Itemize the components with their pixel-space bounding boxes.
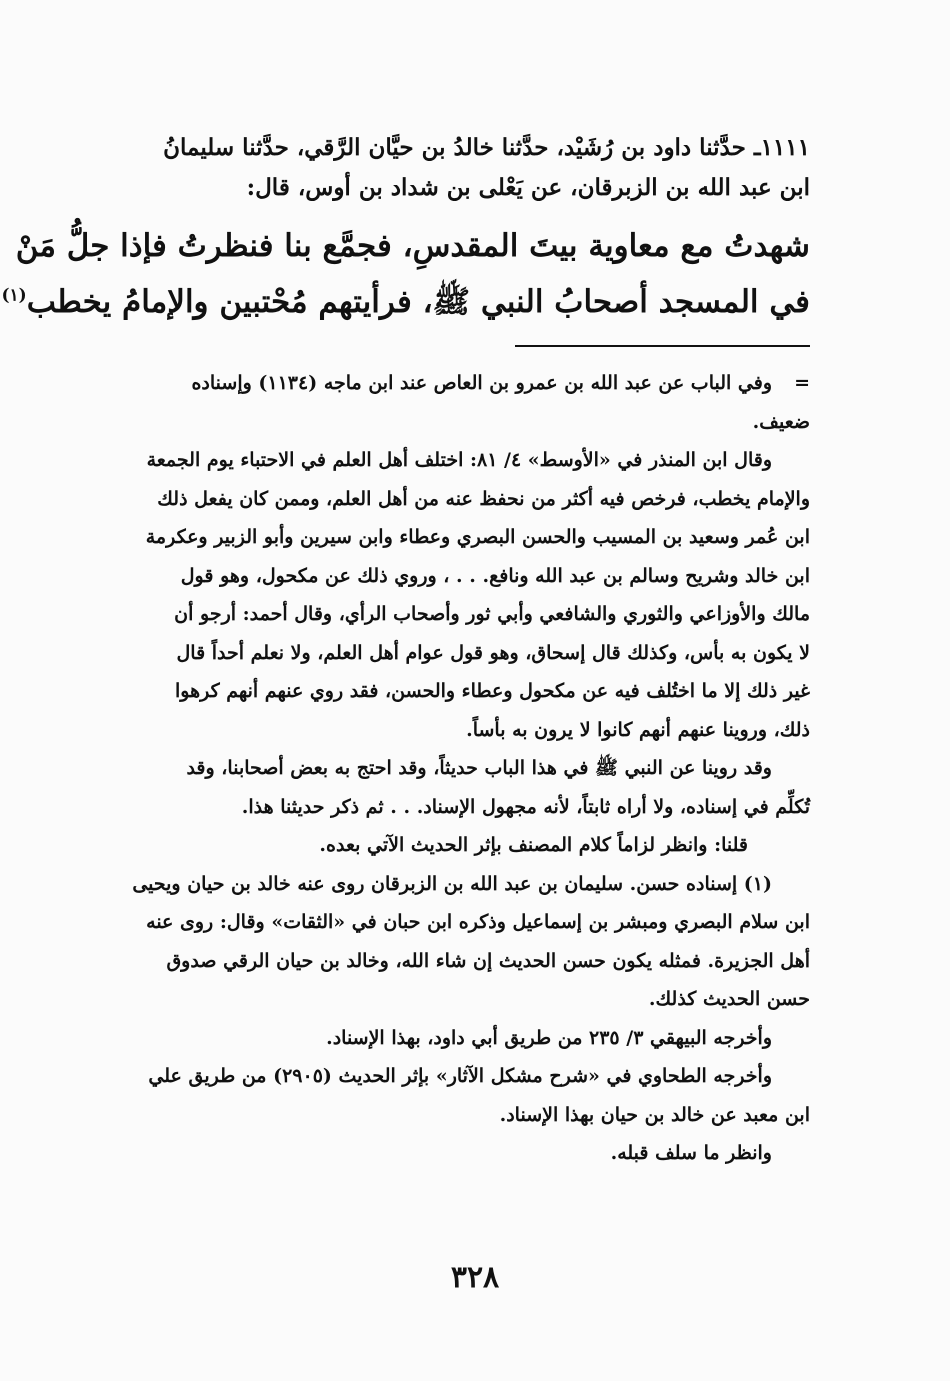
note-line: ذلك، وروينا عنهم أنهم كانوا لا يرون به بأساً.	[466, 718, 810, 741]
note-line: ابن سلام البصري ومبشر بن إسماعيل وذكره ابن حبان في «الثقات» وقال: روى عنه	[146, 911, 810, 933]
note-line: قلنا: وانظر لزاماً كلام المصنف بإثر الحديث الآتي بعده.	[319, 834, 748, 856]
footnote-ref: (١)	[1, 285, 27, 306]
note-line: مالك والأوزاعي والثوري والشافعي وأبي ثور وأصحاب الرأي، وقال أحمد: أرجو أن	[174, 603, 810, 625]
note-line: وأخرجه البيهقي ٣/ ٢٣٥ من طريق أبي داود، بهذا الإسناد.	[326, 1026, 772, 1049]
note-line: ابن معبد عن خالد بن حيان بهذا الإسناد.	[499, 1103, 810, 1126]
note-line: والإمام يخطب، فرخص فيه أكثر من نحفظ عنه من أهل العلم، وممن كان يفعل ذلك	[157, 487, 810, 510]
note-line: وأخرجه الطحاوي في «شرح مشكل الآثار» بإثر الحديث (٢٩٠٥) من طريق علي	[148, 1065, 772, 1087]
note-line: وقال ابن المنذر في «الأوسط» ٤/ ٨١: اختلف أهل العلم في الاحتباء يوم الجمعة	[146, 449, 772, 471]
note-line: وقد روينا عن النبي ﷺ في هذا الباب حديثاً، وقد احتج به بعض أصحابنا، وقد	[186, 757, 772, 779]
footnote-1: (١) إسناده حسن. سليمان بن عبد الله بن الزبرقان روى عنه خالد بن حيان ويحيى	[132, 872, 772, 895]
note-line: ابن عُمر وسعيد بن المسيب والحسن البصري وعطاء وابن سيرين وأبو الزبير وعكرمة	[145, 526, 810, 548]
matn-line: شهدتُ مع معاوية بيتَ المقدسِ، فجمَّع بنا فنظرتُ فإذا جلُّ مَنْ	[15, 228, 810, 264]
note-line: وانظر ما سلف قبله.	[610, 1142, 772, 1164]
page-number: ٣٢٨	[450, 1260, 500, 1295]
note-line	[96, 364, 810, 403]
hadith-matn	[1, 218, 810, 330]
note-line: تُكلِّم في إسناده، ولا أراه ثابتاً، لأنه مجهول الإسناد. . . ثم ذكر حديثنا هذا.	[241, 795, 810, 818]
matn-line-text: في المسجد أصحابُ النبي ﷺ، فرأيتهم مُحْتبين والإمامُ يخطب	[26, 284, 810, 320]
note-line: حسن الحديث كذلك.	[648, 988, 810, 1010]
hadith-isnad	[96, 128, 810, 208]
note-line: أهل الجزيرة. فمثله يكون حسن الحديث إن شاء الله، وخالد بن حيان الرقي صدوق	[166, 949, 810, 972]
note-line-text: وفي الباب عن عبد الله بن عمرو بن العاص عند ابن ماجه (١١٣٤) وإسناده	[191, 372, 772, 394]
note-line: غير ذلك إلا ما اختُلف فيه عن مكحول وعطاء والحسن، فقد روي عنهم أنهم كرهوا	[174, 680, 810, 702]
note-line: ضعيف.	[752, 410, 810, 433]
continuation-mark: =	[794, 372, 810, 394]
footnote-divider	[515, 345, 810, 347]
note-line: ابن خالد وشريح وسالم بن عبد الله ونافع. . . ، وروي ذلك عن مكحول، وهو قول	[180, 564, 810, 587]
footnotes	[96, 364, 810, 1173]
isnad-line: ابن عبد الله بن الزبرقان، عن يَعْلى بن شداد بن أوس، قال:	[246, 174, 810, 201]
isnad-line: ١١١١ـ حدَّثنا داود بن رُشَيْد، حدَّثنا خالدُ بن حيَّان الرَّقي، حدَّثنا سليمانُ	[163, 134, 810, 161]
matn-line	[1, 274, 810, 330]
note-line: لا يكون به بأس، وكذلك قال إسحاق، وهو قول عوام أهل العلم، ولا نعلم أحداً قال	[176, 641, 810, 664]
